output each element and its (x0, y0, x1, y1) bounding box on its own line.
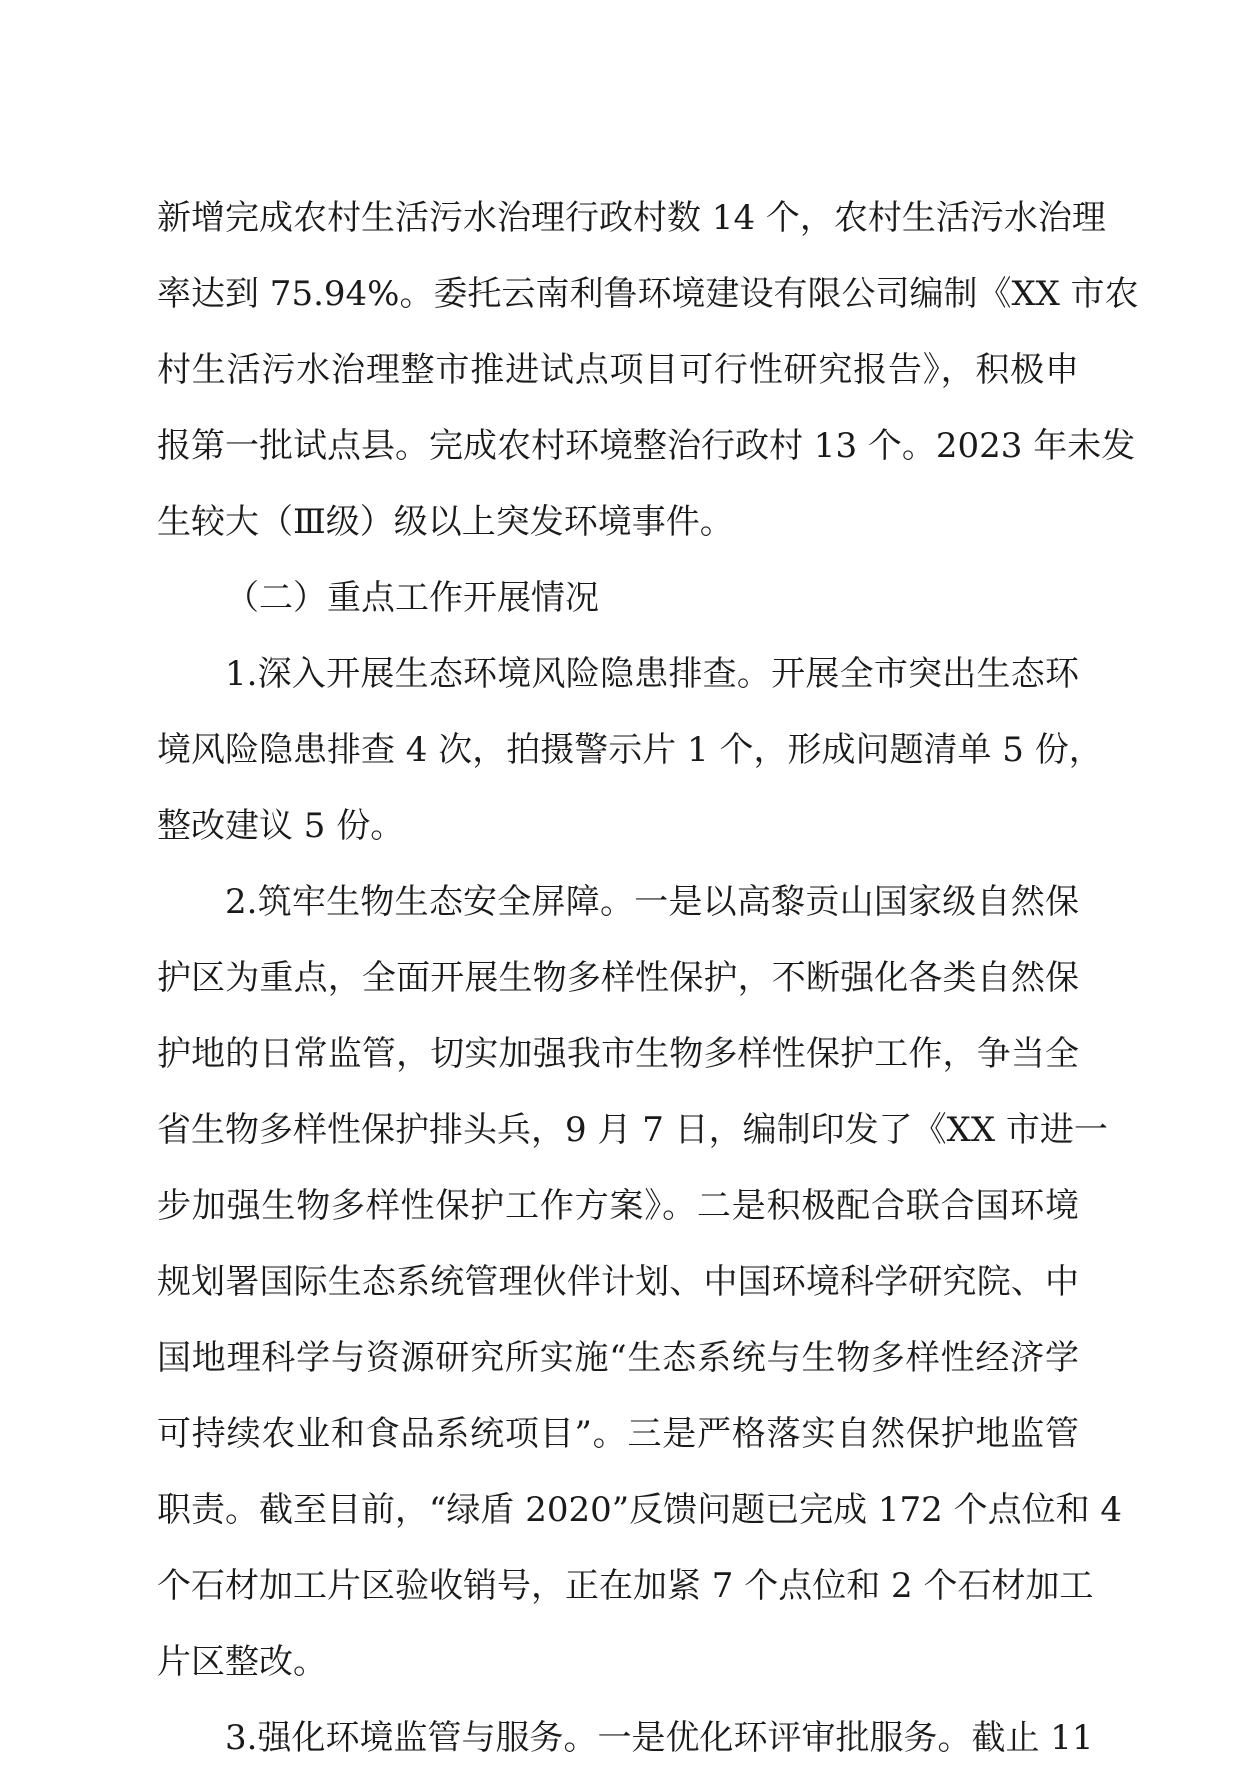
text-line-content: 2.筑牢生物生态安全屏障。一是以高黎贡山国家级自然保 (225, 882, 1079, 922)
text-line-content: 3.强化环境监管与服务。一是优化环评审批服务。截止 11 (225, 1718, 1094, 1758)
text-line (157, 636, 1079, 712)
text-line (157, 408, 1136, 484)
text-line (157, 1244, 1079, 1320)
text-line-content: 报第一批试点县。完成农村环境整治行政村 13 个。2023 年未发 (157, 426, 1136, 466)
text-line-content: 护区为重点，全面开展生物多样性保护，不断强化各类自然保 (157, 958, 1079, 998)
text-line-content: 步加强生物多样性保护工作方案》。二是积极配合联合国环境 (157, 1186, 1079, 1226)
text-line-content: 省生物多样性保护排头兵，9 月 7 日，编制印发了《XX 市进一 (157, 1110, 1108, 1150)
text-line (157, 560, 1079, 636)
text-line-content: （二）重点工作开展情况 (225, 578, 599, 618)
text-line-content: 整改建议 5 份。 (157, 806, 405, 846)
text-line (157, 1624, 1079, 1700)
text-line-content: 村生活污水治理整市推进试点项目可行性研究报告》，积极申 (157, 350, 1079, 390)
document-page (157, 180, 1139, 1776)
text-line (157, 1016, 1079, 1092)
text-line-content: 境风险隐患排查 4 次，拍摄警示片 1 个，形成问题清单 5 份， (157, 730, 1103, 770)
text-line (157, 788, 1079, 864)
text-line (157, 1472, 1123, 1548)
text-line (157, 180, 1106, 256)
text-line (157, 1700, 1094, 1776)
text-line-content: 可持续农业和食品系统项目”。三是严格落实自然保护地监管 (157, 1414, 1079, 1454)
text-line-content: 1.深入开展生态环境风险隐患排查。开展全市突出生态环 (225, 654, 1079, 694)
text-line-content: 职责。截至目前，“绿盾 2020”反馈问题已完成 172 个点位和 4 (157, 1490, 1123, 1530)
text-line (157, 1320, 1079, 1396)
text-line (157, 1168, 1079, 1244)
text-line (157, 1092, 1108, 1168)
text-line-content: 个石材加工片区验收销号，正在加紧 7 个点位和 2 个石材加工 (157, 1566, 1094, 1606)
text-line (157, 1548, 1094, 1624)
text-line-content: 率达到 75.94%。委托云南利鲁环境建设有限公司编制《XX 市农 (157, 274, 1139, 314)
text-line-content: 规划署国际生态系统管理伙伴计划、中国环境科学研究院、中 (157, 1262, 1079, 1302)
text-line (157, 940, 1079, 1016)
text-line-content: 护地的日常监管，切实加强我市生物多样性保护工作，争当全 (157, 1034, 1079, 1074)
text-line (157, 712, 1103, 788)
text-line (157, 256, 1139, 332)
text-line (157, 332, 1079, 408)
text-line-content: 生较大（Ⅲ级）级以上突发环境事件。 (157, 502, 734, 542)
text-line-content: 片区整改。 (157, 1642, 327, 1682)
text-line (157, 484, 1079, 560)
text-line-content: 新增完成农村生活污水治理行政村数 14 个，农村生活污水治理 (157, 198, 1106, 238)
text-line (157, 1396, 1079, 1472)
text-line-content: 国地理科学与资源研究所实施“生态系统与生物多样性经济学 (157, 1338, 1079, 1378)
text-line (157, 864, 1079, 940)
